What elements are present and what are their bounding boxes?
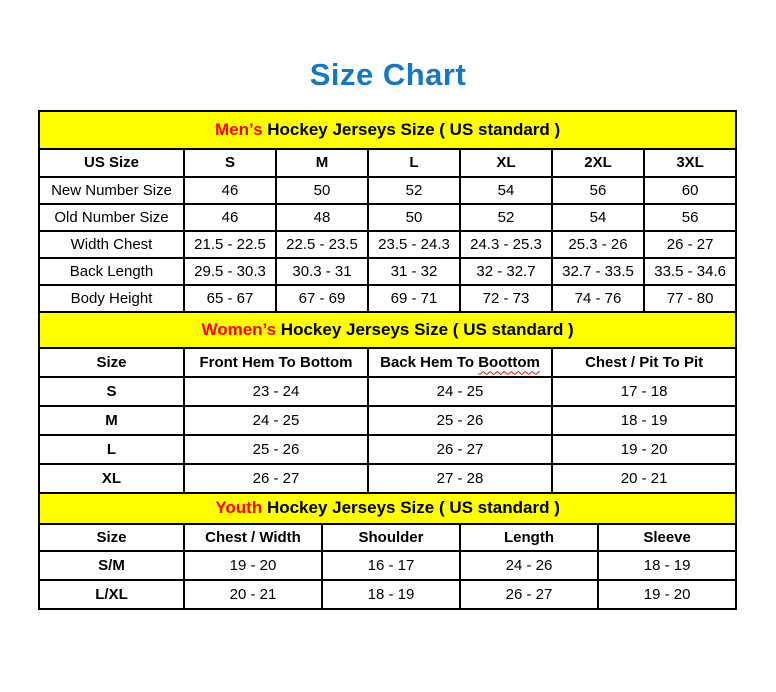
- size-value-cell: 24 - 26: [460, 551, 598, 580]
- size-value-cell: 23.5 - 24.3: [368, 231, 460, 258]
- column-header-label: M: [315, 154, 329, 172]
- column-header-chest-width: [184, 524, 322, 551]
- row-label-l: L: [39, 435, 184, 464]
- column-header-size: [39, 524, 184, 551]
- size-value-cell: 26 - 27: [644, 231, 736, 258]
- table-row: [39, 231, 736, 258]
- mens-section-band: [39, 111, 736, 149]
- size-value-cell: 22.5 - 23.5: [276, 231, 368, 258]
- column-header-label: Shoulder: [358, 528, 424, 546]
- size-value-cell: 52: [460, 204, 552, 231]
- column-header-label: Size: [96, 353, 127, 371]
- size-value-cell: 69 - 71: [368, 285, 460, 312]
- size-value-cell: 29.5 - 30.3: [184, 258, 276, 285]
- size-value-cell: 19 - 20: [552, 435, 736, 464]
- column-header-label: 2XL: [584, 154, 612, 172]
- column-header-label: S: [224, 154, 235, 172]
- size-value-cell: 56: [552, 177, 644, 204]
- size-value-cell: 18 - 19: [598, 551, 736, 580]
- size-value-cell: 26 - 27: [368, 435, 552, 464]
- size-value-cell: 52: [368, 177, 460, 204]
- size-value-cell: 21.5 - 22.5: [184, 231, 276, 258]
- youth-section: [39, 493, 736, 609]
- mens-header-row: [39, 149, 736, 177]
- size-value-cell: 54: [460, 177, 552, 204]
- column-header-3xl: [644, 149, 736, 177]
- size-value-cell: 25 - 26: [368, 406, 552, 435]
- size-value-cell: 20 - 21: [184, 580, 322, 609]
- size-value-cell: 48: [276, 204, 368, 231]
- size-chart-table: [38, 110, 737, 610]
- table-row: [39, 464, 736, 493]
- youth-band-row: [39, 493, 736, 524]
- column-header-chest-pit-to-pit: [552, 348, 736, 377]
- row-label-old-number-size: Old Number Size: [39, 204, 184, 231]
- row-label-back-length: Back Length: [39, 258, 184, 285]
- size-chart-container: [38, 110, 735, 610]
- size-value-cell: 16 - 17: [322, 551, 460, 580]
- size-value-cell: 32.7 - 33.5: [552, 258, 644, 285]
- column-header-xl: [460, 149, 552, 177]
- column-header-l: [368, 149, 460, 177]
- size-value-cell: 67 - 69: [276, 285, 368, 312]
- table-row: [39, 406, 736, 435]
- table-row: [39, 285, 736, 312]
- column-header-label: Sleeve: [643, 528, 691, 546]
- column-header-length: [460, 524, 598, 551]
- womens-band-highlight: Women’s: [201, 319, 277, 339]
- size-value-cell: 30.3 - 31: [276, 258, 368, 285]
- size-value-cell: 18 - 19: [322, 580, 460, 609]
- table-row: [39, 377, 736, 406]
- column-header-label: XL: [496, 154, 516, 172]
- column-header-label: US Size: [83, 154, 140, 172]
- column-header-label: L: [409, 154, 419, 172]
- column-header-shoulder: [322, 524, 460, 551]
- size-value-cell: 27 - 28: [368, 464, 552, 493]
- size-value-cell: 60: [644, 177, 736, 204]
- table-row: [39, 435, 736, 464]
- size-value-cell: 54: [552, 204, 644, 231]
- column-header-label: 3XL: [676, 154, 704, 172]
- youth-header-row: [39, 524, 736, 551]
- size-value-cell: 65 - 67: [184, 285, 276, 312]
- row-label-width-chest: Width Chest: [39, 231, 184, 258]
- column-header-m: [276, 149, 368, 177]
- youth-band-highlight: Youth: [215, 498, 263, 518]
- size-value-cell: 24.3 - 25.3: [460, 231, 552, 258]
- column-header-2xl: [552, 149, 644, 177]
- womens-section-band: [39, 312, 736, 348]
- row-label-s-m: S/M: [39, 551, 184, 580]
- size-value-cell: 24 - 25: [184, 406, 368, 435]
- column-header-label: Chest / Width: [205, 528, 301, 546]
- size-value-cell: 46: [184, 204, 276, 231]
- youth-section-band: [39, 493, 736, 524]
- size-value-cell: 26 - 27: [460, 580, 598, 609]
- size-value-cell: 25.3 - 26: [552, 231, 644, 258]
- womens-section: [39, 312, 736, 493]
- column-header-label: Front Hem To Bottom: [199, 353, 353, 371]
- size-value-cell: 31 - 32: [368, 258, 460, 285]
- womens-header-row: [39, 348, 736, 377]
- column-header-front-hem-to-bottom: [184, 348, 368, 377]
- size-value-cell: 33.5 - 34.6: [644, 258, 736, 285]
- page-title: Size Chart: [309, 57, 467, 92]
- table-row: [39, 177, 736, 204]
- size-value-cell: 24 - 25: [368, 377, 552, 406]
- womens-band-row: [39, 312, 736, 348]
- table-row: [39, 551, 736, 580]
- size-value-cell: 26 - 27: [184, 464, 368, 493]
- table-row: [39, 258, 736, 285]
- mens-band-text: Hockey Jerseys Size ( US standard ): [262, 119, 561, 139]
- size-value-cell: 32 - 32.7: [460, 258, 552, 285]
- column-header-label: Chest / Pit To Pit: [585, 353, 704, 371]
- womens-band-text: Hockey Jerseys Size ( US standard ): [276, 319, 574, 339]
- size-value-cell: 56: [644, 204, 736, 231]
- table-row: [39, 204, 736, 231]
- mens-section: [39, 111, 736, 312]
- column-header-sleeve: [598, 524, 736, 551]
- size-value-cell: 77 - 80: [644, 285, 736, 312]
- size-value-cell: 72 - 73: [460, 285, 552, 312]
- size-value-cell: 19 - 20: [184, 551, 322, 580]
- column-header-label: Back Hem To: [380, 353, 479, 371]
- misspelled-word: Boottom: [478, 353, 540, 371]
- row-label-body-height: Body Height: [39, 285, 184, 312]
- mens-band-highlight: Men’s: [215, 119, 263, 139]
- row-label-new-number-size: New Number Size: [39, 177, 184, 204]
- column-header-label: Size: [96, 528, 127, 546]
- row-label-l-xl: L/XL: [39, 580, 184, 609]
- column-header-back-hem-to-boottom: [368, 348, 552, 377]
- column-header-label: Length: [504, 528, 554, 546]
- column-header-s: [184, 149, 276, 177]
- row-label-s: S: [39, 377, 184, 406]
- table-row: [39, 580, 736, 609]
- size-value-cell: 46: [184, 177, 276, 204]
- size-value-cell: 20 - 21: [552, 464, 736, 493]
- column-header-us-size: [39, 149, 184, 177]
- size-value-cell: 50: [276, 177, 368, 204]
- row-label-xl: XL: [39, 464, 184, 493]
- youth-band-text: Hockey Jerseys Size ( US standard ): [262, 498, 560, 518]
- row-label-m: M: [39, 406, 184, 435]
- size-value-cell: 50: [368, 204, 460, 231]
- size-value-cell: 25 - 26: [184, 435, 368, 464]
- column-header-size: [39, 348, 184, 377]
- size-value-cell: 19 - 20: [598, 580, 736, 609]
- size-value-cell: 17 - 18: [552, 377, 736, 406]
- size-value-cell: 74 - 76: [552, 285, 644, 312]
- size-value-cell: 23 - 24: [184, 377, 368, 406]
- size-value-cell: 18 - 19: [552, 406, 736, 435]
- mens-band-row: [39, 111, 736, 149]
